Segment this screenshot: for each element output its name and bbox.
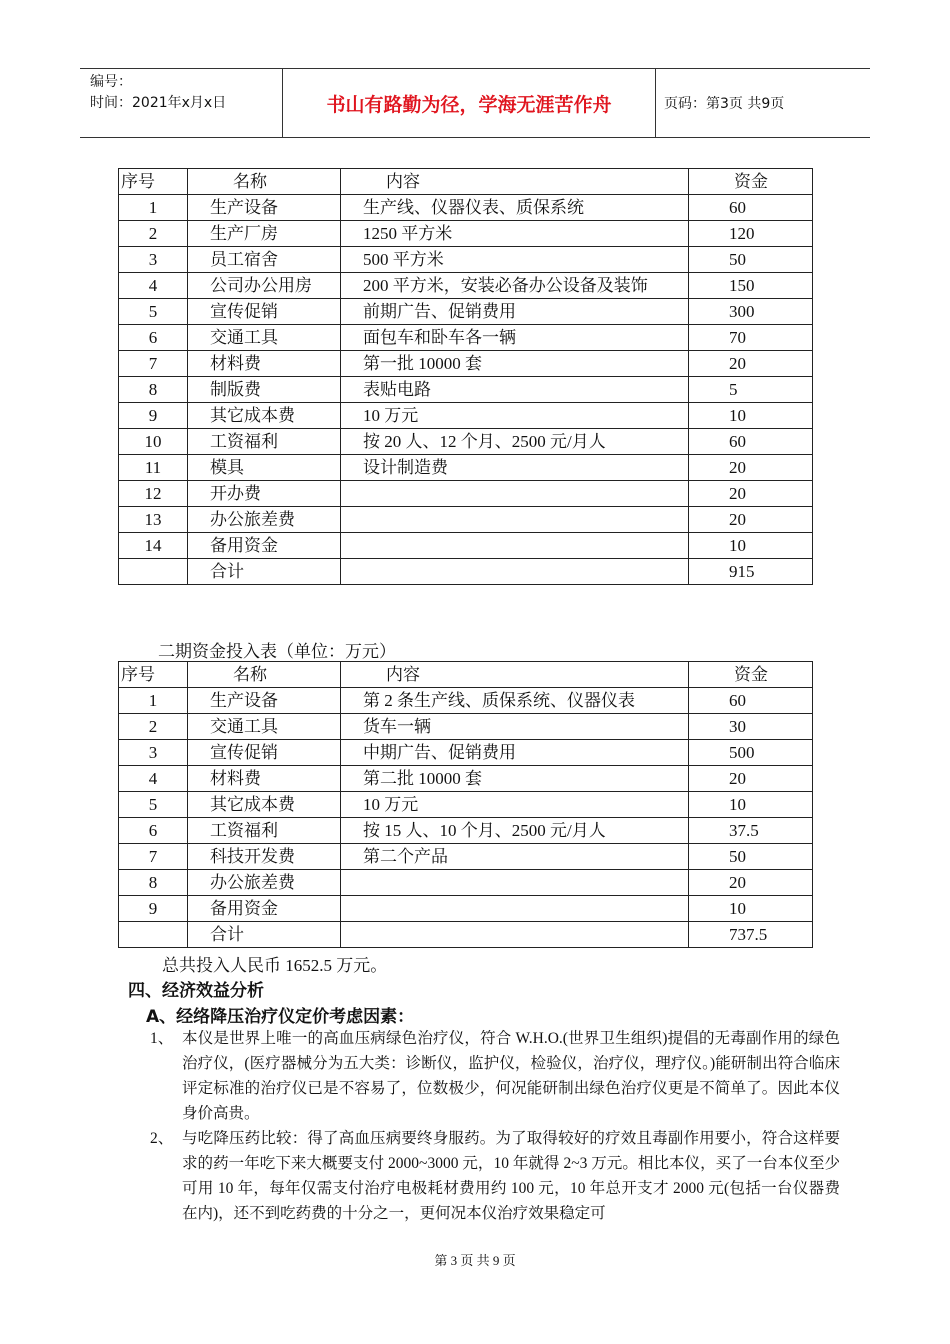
total-investment-text: 总共投入人民币 1652.5 万元。: [162, 956, 388, 975]
table-row: [119, 221, 813, 247]
cell-index: 6: [119, 818, 188, 844]
cell-content: 10 万元: [341, 792, 689, 818]
page-header: [80, 68, 870, 138]
cell-content: 第二批 10000 套: [341, 766, 689, 792]
cell-amount: 资金: [689, 169, 813, 195]
cell-name: 合计: [188, 922, 341, 948]
cell-index: 5: [119, 792, 188, 818]
cell-name: 其它成本费: [188, 403, 341, 429]
table-row: [119, 455, 813, 481]
cell-amount: 300: [689, 299, 813, 325]
table-row: [119, 714, 813, 740]
cell-index: 8: [119, 870, 188, 896]
cell-name: 制版费: [188, 377, 341, 403]
cell-index: 序号: [119, 169, 188, 195]
cell-amount: 915: [689, 559, 813, 585]
cell-name: 生产厂房: [188, 221, 341, 247]
cell-index: [119, 559, 188, 585]
cell-index: 3: [119, 740, 188, 766]
table-row: [119, 507, 813, 533]
header-page-label: 页码：第3页 共9页: [664, 96, 785, 112]
cell-content: 面包车和卧车各一辆: [341, 325, 689, 351]
cell-name: 交通工具: [188, 714, 341, 740]
paragraph-1-number: 1、: [150, 1030, 174, 1047]
cell-content: 前期广告、促销费用: [341, 299, 689, 325]
cell-index: 7: [119, 351, 188, 377]
cell-name: 备用资金: [188, 533, 341, 559]
cell-name: 生产设备: [188, 195, 341, 221]
table-row: [119, 533, 813, 559]
header-number-label: 编号：: [90, 74, 132, 90]
cell-amount: 10: [689, 533, 813, 559]
table-row: [119, 247, 813, 273]
cell-content: 按 15 人、10 个月、2500 元/月人: [341, 818, 689, 844]
cell-amount: 30: [689, 714, 813, 740]
cell-index: 6: [119, 325, 188, 351]
cell-name: 材料费: [188, 351, 341, 377]
cell-content: 第一批 10000 套: [341, 351, 689, 377]
cell-content: 表贴电路: [341, 377, 689, 403]
cell-amount: 10: [689, 896, 813, 922]
cell-content: [341, 922, 689, 948]
cell-index: 11: [119, 455, 188, 481]
table-row: [119, 195, 813, 221]
cell-name: 名称: [188, 169, 341, 195]
cell-index: 1: [119, 688, 188, 714]
table-row: [119, 481, 813, 507]
cell-content: 设计制造费: [341, 455, 689, 481]
cell-amount: 20: [689, 481, 813, 507]
cell-content: 货车一辆: [341, 714, 689, 740]
cell-index: 9: [119, 403, 188, 429]
cell-name: 材料费: [188, 766, 341, 792]
header-meta: [80, 69, 292, 140]
cell-index: 14: [119, 533, 188, 559]
cell-index: 12: [119, 481, 188, 507]
cell-index: 5: [119, 299, 188, 325]
cell-name: 办公旅差费: [188, 507, 341, 533]
header-motto: 书山有路勤为径，学海无涯苦作舟: [282, 69, 656, 137]
table-row: [119, 870, 813, 896]
cell-content: 500 平方米: [341, 247, 689, 273]
cell-amount: 50: [689, 844, 813, 870]
paragraph-1-text: 本仪是世界上唯一的高血压病绿色治疗仪，符合 W.H.O.(世界卫生组织)提倡的无毒副作用的绿色治疗仪，(医疗器械分为五大类：诊断仪，监护仪，检验仪，治疗仪，理疗仪。)能研制出符合临床评定标准的治疗仪已是不容易了，位数极少，何况能研制出绿色治疗仪更是不简单了。因此本仪身价高贵。: [182, 1030, 840, 1122]
table-row: [119, 896, 813, 922]
cell-index: 8: [119, 377, 188, 403]
header-date-label: 时间：2021年x月x日: [90, 95, 227, 111]
cell-index: 2: [119, 221, 188, 247]
cell-index: 1: [119, 195, 188, 221]
table-row: [119, 273, 813, 299]
cell-content: 10 万元: [341, 403, 689, 429]
cell-index: 13: [119, 507, 188, 533]
paragraph-2-text: 与吃降压药比较：得了高血压病要终身服药。为了取得较好的疗效且毒副作用要小，符合这样要求的药一年吃下来大概要支付 2000~3000 元，10 年就得 2~3 万元。相比本仪，买了一台本仪至少可用 10 年，每年仅需支付治疗电极耗材费用约 100 元，10 年总开支才 2000 元(包括一台仪器费在内)，还不到吃药费的十分之一，更何况本仪治疗效果稳定可: [182, 1130, 840, 1222]
cell-amount: 500: [689, 740, 813, 766]
table-header-row: [119, 662, 813, 688]
cell-name: 其它成本费: [188, 792, 341, 818]
cell-name: 合计: [188, 559, 341, 585]
table-row: [119, 377, 813, 403]
cell-content: 按 20 人、12 个月、2500 元/月人: [341, 429, 689, 455]
cell-amount: 150: [689, 273, 813, 299]
paragraph-2-number: 2、: [150, 1130, 174, 1147]
funding-table-phase2: [118, 661, 813, 948]
cell-name: 宣传促销: [188, 299, 341, 325]
cell-content: 内容: [341, 169, 689, 195]
table-row: [119, 325, 813, 351]
cell-amount: 20: [689, 766, 813, 792]
cell-amount: 10: [689, 403, 813, 429]
cell-name: 名称: [188, 662, 341, 688]
cell-name: 模具: [188, 455, 341, 481]
section4-heading: 四、经济效益分析: [128, 981, 264, 1001]
table-row: [119, 818, 813, 844]
cell-content: [341, 559, 689, 585]
cell-content: 200 平方米，安装必备办公设备及装饰: [341, 273, 689, 299]
cell-content: [341, 870, 689, 896]
cell-content: 第 2 条生产线、质保系统、仪器仪表: [341, 688, 689, 714]
cell-content: [341, 481, 689, 507]
table-row: [119, 351, 813, 377]
cell-name: 工资福利: [188, 429, 341, 455]
cell-content: 1250 平方米: [341, 221, 689, 247]
cell-name: 交通工具: [188, 325, 341, 351]
cell-name: 工资福利: [188, 818, 341, 844]
cell-name: 员工宿舍: [188, 247, 341, 273]
cell-content: 中期广告、促销费用: [341, 740, 689, 766]
table-header-row: [119, 169, 813, 195]
cell-index: 序号: [119, 662, 188, 688]
cell-amount: 20: [689, 870, 813, 896]
cell-index: 7: [119, 844, 188, 870]
cell-amount: 10: [689, 792, 813, 818]
cell-amount: 5: [689, 377, 813, 403]
cell-amount: 37.5: [689, 818, 813, 844]
table-row: [119, 299, 813, 325]
table-row: [119, 403, 813, 429]
cell-name: 生产设备: [188, 688, 341, 714]
cell-name: 宣传促销: [188, 740, 341, 766]
cell-content: [341, 896, 689, 922]
table-row: [119, 766, 813, 792]
paragraph-2: [150, 1126, 840, 1226]
cell-amount: 120: [689, 221, 813, 247]
cell-index: 2: [119, 714, 188, 740]
cell-name: 科技开发费: [188, 844, 341, 870]
cell-content: 第二个产品: [341, 844, 689, 870]
table-row: [119, 792, 813, 818]
table-row: [119, 740, 813, 766]
table-row: [119, 559, 813, 585]
cell-name: 公司办公用房: [188, 273, 341, 299]
page-footer: 第 3 页 共 9 页: [434, 1253, 516, 1268]
cell-index: 3: [119, 247, 188, 273]
table-row: [119, 688, 813, 714]
table-row: [119, 922, 813, 948]
cell-content: 生产线、仪器仪表、质保系统: [341, 195, 689, 221]
funding-table-phase1: [118, 168, 813, 585]
cell-amount: 70: [689, 325, 813, 351]
cell-amount: 20: [689, 455, 813, 481]
paragraph-1: [150, 1026, 840, 1126]
cell-amount: 737.5: [689, 922, 813, 948]
cell-content: [341, 533, 689, 559]
cell-index: 10: [119, 429, 188, 455]
cell-name: 开办费: [188, 481, 341, 507]
table-row: [119, 429, 813, 455]
cell-index: 9: [119, 896, 188, 922]
cell-content: 内容: [341, 662, 689, 688]
sectionA-heading: A、经络降压治疗仪定价考虑因素：: [146, 1007, 415, 1027]
cell-amount: 60: [689, 429, 813, 455]
cell-amount: 20: [689, 507, 813, 533]
table-row: [119, 844, 813, 870]
cell-amount: 资金: [689, 662, 813, 688]
cell-amount: 60: [689, 195, 813, 221]
cell-name: 备用资金: [188, 896, 341, 922]
cell-amount: 20: [689, 351, 813, 377]
cell-amount: 50: [689, 247, 813, 273]
table2-caption: 二期资金投入表（单位：万元）: [158, 642, 396, 661]
cell-index: 4: [119, 273, 188, 299]
cell-content: [341, 507, 689, 533]
cell-amount: 60: [689, 688, 813, 714]
cell-name: 办公旅差费: [188, 870, 341, 896]
cell-index: 4: [119, 766, 188, 792]
cell-index: [119, 922, 188, 948]
